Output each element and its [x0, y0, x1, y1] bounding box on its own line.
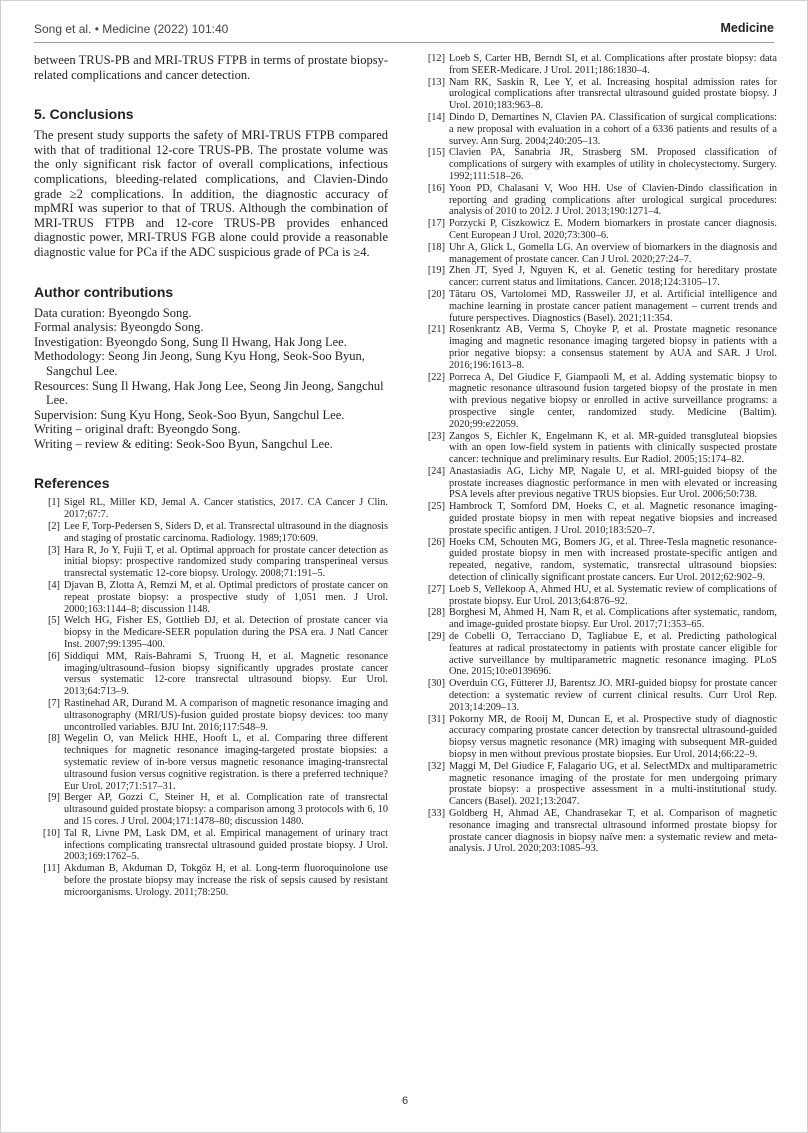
reference-number: [32] [427, 760, 445, 772]
reference-text: Wegelin O, van Melick HHE, Hooft L, et al. Comparing three different techniques for magnetic resonance imaging-targeted prostate biopsies: a systematic review of in-bore versus magnetic resonance imaging-transrectal ultrasound fusion versus cognitive registration. is there a preferred technique? Eur Urol. 2017;71:517–31. [64, 733, 388, 792]
reference-item [419, 242, 777, 266]
left-column [34, 53, 388, 899]
reference-text: Loeb S, Carter HB, Berndt SI, et al. Complications after prostate biopsy: data from SEER-Medicare. J Urol. 2011;186:1830–4. [449, 53, 777, 76]
reference-number: [8] [47, 733, 60, 745]
reference-text: Loeb S, Vellekoop A, Ahmed HU, et al. Systematic review of complications of prostate biopsy. Eur Urol. 2013;64:876–92. [449, 583, 777, 607]
author-contributions-list [34, 306, 388, 452]
right-column [419, 53, 777, 855]
reference-number: [19] [427, 265, 445, 277]
reference-text: de Cobelli O, Terracciano D, Tagliabue E, et al. Predicting pathological features at radical prostatectomy in patients with prostate cancer eligible for active surveillance by multiparametric magnetic resonance imaging. PLoS One. 2015;10:e0139696. [449, 631, 777, 678]
reference-item [34, 615, 388, 650]
reference-text: Djavan B, Zlotta A, Remzi M, et al. Optimal predictors of prostate cancer on repeat prostate biopsy: a prospective study of 1,051 men. J Urol. 2000;163:1144–8; discussion 1148. [64, 580, 388, 615]
reference-item [34, 698, 388, 733]
conclusions-paragraph: The present study supports the safety of MRI-TRUS FTPB compared with that of traditional 12-core TRUS-PB. The prostate volume was the only significant risk factor of overall complications, infectious complications, bleeding-related complications, and Clavien-Dindo grade ≥2 complications. In addition, the diagnostic accuracy of mpMRI was superior to that of TRUS. Although the combination of MRI-TRUS FTPB and 12-core TRUS-PB provides enhanced diagnostic power, MRI-TRUS FGB alone could provide a reasonable diagnostic value for PCa if the ADC suspicious grade of PCa is ≥4. [34, 128, 388, 259]
reference-number: [24] [427, 465, 445, 477]
references-list-right [419, 53, 777, 855]
reference-text: Welch HG, Fisher ES, Gottlieb DJ, et al. Detection of prostate cancer via biopsy in the Medicare-SEER population during the PSA era. J Natl Cancer Inst. 2007;99:1395–400. [64, 615, 388, 651]
reference-item [419, 584, 777, 608]
reference-number: [2] [47, 521, 60, 533]
reference-item [419, 324, 777, 371]
reference-text: Hara R, Jo Y, Fujii T, et al. Optimal approach for prostate cancer detection as initial biopsy: prospective randomized study comparing transperineal versus transrectal systematic 12-core biopsy. Urology. 2008;71:191–5. [64, 544, 388, 580]
reference-number: [5] [47, 615, 60, 627]
reference-item [419, 631, 777, 678]
reference-item [34, 497, 388, 521]
reference-number: [26] [427, 536, 445, 548]
reference-item [419, 183, 777, 218]
reference-item [34, 651, 388, 698]
reference-item [34, 545, 388, 580]
reference-item [419, 607, 777, 631]
reference-number: [16] [427, 182, 445, 194]
reference-item [34, 863, 388, 898]
contribution-item: Formal analysis: Byeongdo Song. [34, 320, 204, 335]
references-list-left [34, 497, 388, 898]
reference-text: Goldberg H, Ahmad AE, Chandrasekar T, et al. Comparison of magnetic resonance imaging and transrectal ultrasound informed prostate biopsy for prostate cancer diagnosis in biopsy naïve men: a systematic review and meta-analysis. J Urol. 2020;203:1085–93. [449, 808, 777, 855]
reference-text: Akduman B, Akduman D, Tokgöz H, et al. Long-term fluoroquinolone use before the prostate biopsy may increase the risk of sepsis caused by resistant microorganisms. Urology. 2011;78:250. [64, 863, 388, 898]
reference-text: Tătaru OS, Vartolomei MD, Rassweiler JJ, et al. Artificial intelligence and machine learning in prostate cancer patient management – current trends and future perspectives. Diagnostics (Basel). 2021;11:354. [449, 288, 777, 324]
journal-name: Medicine [720, 21, 774, 35]
reference-text: Overduin CG, Fütterer JJ, Barentsz JO. MRI-guided biopsy for prostate cancer detection: a systematic review of current clinical results. Curr Urol Rep. 2013;14:209–13. [449, 678, 777, 713]
reference-text: Zhen JT, Syed J, Nguyen K, et al. Genetic testing for hereditary prostate cancer: current status and limitations. Cancer. 2018;124:3105–17. [449, 265, 777, 289]
reference-text: Pokorny MR, de Rooij M, Duncan E, et al. Prospective study of diagnostic accuracy comparing prostate cancer detection by transrectal ultrasound-guided biopsy versus magnetic resonance (MR) imaging with subsequent MR-guided biopsy in men without previous prostate biopsies. Eur Urol. 2014;66:22–9. [449, 713, 777, 761]
reference-text: Zangos S, Eichler K, Engelmann K, et al. MR-guided transgluteal biopsies with an open low-field system in patients with clinically suspected prostate cancer: technique and preliminary results. Eur Radiol. 2005;15:174–82. [449, 430, 777, 466]
reference-text: Dindo D, Demartines N, Clavien PA. Classification of surgical complications: a new proposal with evaluation in a cohort of a 6336 patients and results of a survey. Ann Surg. 2004;240:205–13. [449, 111, 777, 147]
reference-number: [13] [427, 76, 445, 88]
reference-text: Siddiqui MM, Rais-Bahrami S, Truong H, et al. Magnetic resonance imaging/ultrasound–fusion biopsy significantly upgrades prostate cancer versus systematic 12-core transrectal ultrasound biopsy. Eur Urol. 2013;64:713–9. [64, 650, 388, 698]
contribution-item: Data curation: Byeongdo Song. [34, 305, 192, 320]
page-number: 6 [401, 1095, 409, 1107]
contribution-item: Supervision: Sung Kyu Hong, Seok-Soo Byun, Sangchul Lee. [34, 407, 345, 422]
reference-item [419, 501, 777, 536]
reference-item [419, 678, 777, 713]
reference-number: [9] [47, 792, 60, 804]
reference-number: [15] [427, 147, 445, 159]
reference-item [419, 289, 777, 324]
reference-text: Hoeks CM, Schouten MG, Bomers JG, et al. Three-Tesla magnetic resonance-guided prostate biopsy in men with increased prostate-specific antigen and repeated, negative, random, systematic, transrectal ultrasound biopsies: detection of clinically significant prostate cancers. Eur Urol. 2012;62:902–9. [449, 536, 777, 584]
reference-number: [3] [47, 544, 60, 556]
reference-number: [22] [427, 371, 445, 383]
reference-number: [4] [47, 580, 60, 592]
reference-item [419, 372, 777, 431]
reference-number: [29] [427, 631, 445, 643]
reference-text: Yoon PD, Chalasani V, Woo HH. Use of Clavien-Dindo classification in reporting and grading complications after urological surgical procedures: analysis of 2010 to 2012. J Urol. 2013;190:1271–4. [449, 182, 777, 218]
header-rule [34, 42, 774, 43]
reference-text: Clavien PA, Sanabria JR, Strasberg SM. Proposed classification of complications of surgery with examples of utility in cholecystectomy. Surgery. 1992;111:518–26. [449, 147, 777, 182]
reference-item [419, 761, 777, 808]
reference-text: Berger AP, Gozzi C, Steiner H, et al. Complication rate of transrectal ultrasound guided prostate biopsy: a comparison among 3 protocols with 6, 10 and 15 cores. J Urol. 2004;171:1478–80; discussion 1480. [64, 792, 388, 827]
contribution-item: Writing – original draft: Byeongdo Song. [34, 422, 241, 437]
reference-text: Sigel RL, Miller KD, Jemal A. Cancer statistics, 2017. CA Cancer J Clin. 2017;67:7. [64, 497, 388, 521]
reference-number: [11] [43, 863, 60, 875]
reference-item [419, 808, 777, 855]
contribution-item: Resources: Sung Il Hwang, Hak Jong Lee, Seong Jin Jeong, Sangchul Lee. [34, 378, 384, 408]
reference-text: Uhr A, Glick L, Gomella LG. An overview of biomarkers in the diagnosis and management of prostate cancer. Can J Urol. 2020;27:24–7. [449, 241, 777, 265]
reference-number: [21] [427, 324, 445, 336]
reference-text: Porzycki P, Ciszkowicz E. Modern biomarkers in prostate cancer diagnosis. Cent European J Urol. 2020;73:300–6. [449, 218, 777, 241]
contribution-item: Writing – review & editing: Seok-Soo Byun, Sangchul Lee. [34, 436, 333, 451]
reference-number: [33] [427, 808, 445, 819]
reference-number: [18] [427, 241, 445, 253]
reference-number: [30] [427, 678, 445, 690]
reference-item [419, 714, 777, 761]
reference-number: [28] [427, 607, 445, 619]
reference-item [34, 733, 388, 792]
reference-text: Anastasiadis AG, Lichy MP, Nagale U, et al. MRI-guided biopsy of the prostate increases diagnostic performance in men with elevated or increasing PSA levels after previous negative TRUS biopsies. Eur Urol. 2006;50:738. [449, 465, 777, 501]
reference-number: [31] [427, 713, 445, 725]
reference-number: [20] [427, 288, 445, 300]
reference-number: [23] [427, 430, 445, 442]
reference-number: [6] [47, 650, 60, 662]
reference-item [419, 466, 777, 501]
reference-number: [25] [427, 501, 445, 513]
reference-item [34, 580, 388, 615]
reference-text: Nam RK, Saskin R, Lee Y, et al. Increasing hospital admission rates for urological complications after transrectal ultrasound guided prostate biopsy. J Urol. 2010;183:963–8. [449, 76, 777, 112]
reference-text: Maggi M, Del Giudice F, Falagario UG, et al. SelectMDx and multiparametric magnetic resonance imaging of the prostate for men undergoing primary prostate biopsy: a prospective assessment in a multi-institutional study. Cancers (Basel). 2021;13:2047. [449, 760, 777, 808]
reference-text: Lee F, Torp-Pedersen S, Siders D, et al. Transrectal ultrasound in the diagnosis and staging of prostatic carcinoma. Radiology. 1989;170:609. [64, 521, 388, 544]
reference-number: [7] [47, 698, 60, 710]
reference-item [419, 537, 777, 584]
reference-item [419, 77, 777, 112]
reference-item [419, 265, 777, 289]
running-header-citation: Song et al. • Medicine (2022) 101:40 [34, 22, 229, 36]
reference-text: Rosenkrantz AB, Verma S, Choyke P, et al. Prostate magnetic resonance imaging and magnetic resonance imaging targeted biopsy in patients with a prior negative biopsy: a consensus statement by AUA and SAR. J Urol. 2016;196:1613–8. [449, 324, 777, 371]
reference-item [419, 112, 777, 147]
reference-number: [17] [427, 218, 445, 230]
reference-item [34, 792, 388, 827]
contribution-item: Methodology: Seong Jin Jeong, Sung Kyu Hong, Seok-Soo Byun, Sangchul Lee. [34, 349, 365, 378]
contribution-item: Investigation: Byeongdo Song, Sung Il Hwang, Hak Jong Lee. [34, 334, 347, 349]
intro-tail-paragraph: between TRUS-PB and MRI-TRUS FTPB in terms of prostate biopsy-related complications and cancer detection. [34, 53, 388, 82]
reference-item [419, 218, 777, 242]
reference-number: [27] [427, 583, 445, 595]
reference-text: Tal R, Livne PM, Lask DM, et al. Empirical management of urinary tract infections complicating transrectal ultrasound guided prostate biopsy. J Urol. 2003;169:1762–5. [64, 827, 388, 863]
reference-text: Porreca A, Del Giudice F, Giampaoli M, et al. Adding systematic biopsy to magnetic resonance ultrasound fusion targeted biopsy of the prostate in men with previous negative biopsy or enrolled in active surveillance programs: a prospective single center, randomized study. Medicine (Baltim). 2020;99:e22059. [449, 371, 777, 430]
reference-item [34, 521, 388, 545]
reference-item [419, 53, 777, 77]
references-heading: References [34, 475, 110, 492]
reference-number: [10] [42, 827, 60, 839]
reference-number: [12] [427, 53, 445, 64]
author-contributions-heading: Author contributions [34, 283, 174, 300]
reference-item [34, 828, 388, 863]
reference-item [419, 431, 777, 466]
reference-item [419, 147, 777, 182]
reference-number: [14] [427, 111, 445, 123]
reference-text: Rastinehad AR, Durand M. A comparison of magnetic resonance imaging and ultrasonography (MRI/US)-fusion guided prostate biopsy devices: too many uncontrolled variables. BJU Int. 2016;117:548–9. [64, 698, 388, 733]
conclusions-heading: 5. Conclusions [34, 106, 134, 123]
reference-text: Hambrock T, Somford DM, Hoeks C, et al. Magnetic resonance imaging-guided prostate biopsy in men with repeat negative biopsies and increased prostate specific antigen. J Urol. 2010;183:520–7. [449, 501, 777, 536]
reference-text: Borghesi M, Ahmed H, Nam R, et al. Complications after systematic, random, and image-guided prostate biopsy. Eur Urol. 2017;71:353–65. [449, 607, 777, 631]
reference-number: [1] [47, 497, 60, 509]
